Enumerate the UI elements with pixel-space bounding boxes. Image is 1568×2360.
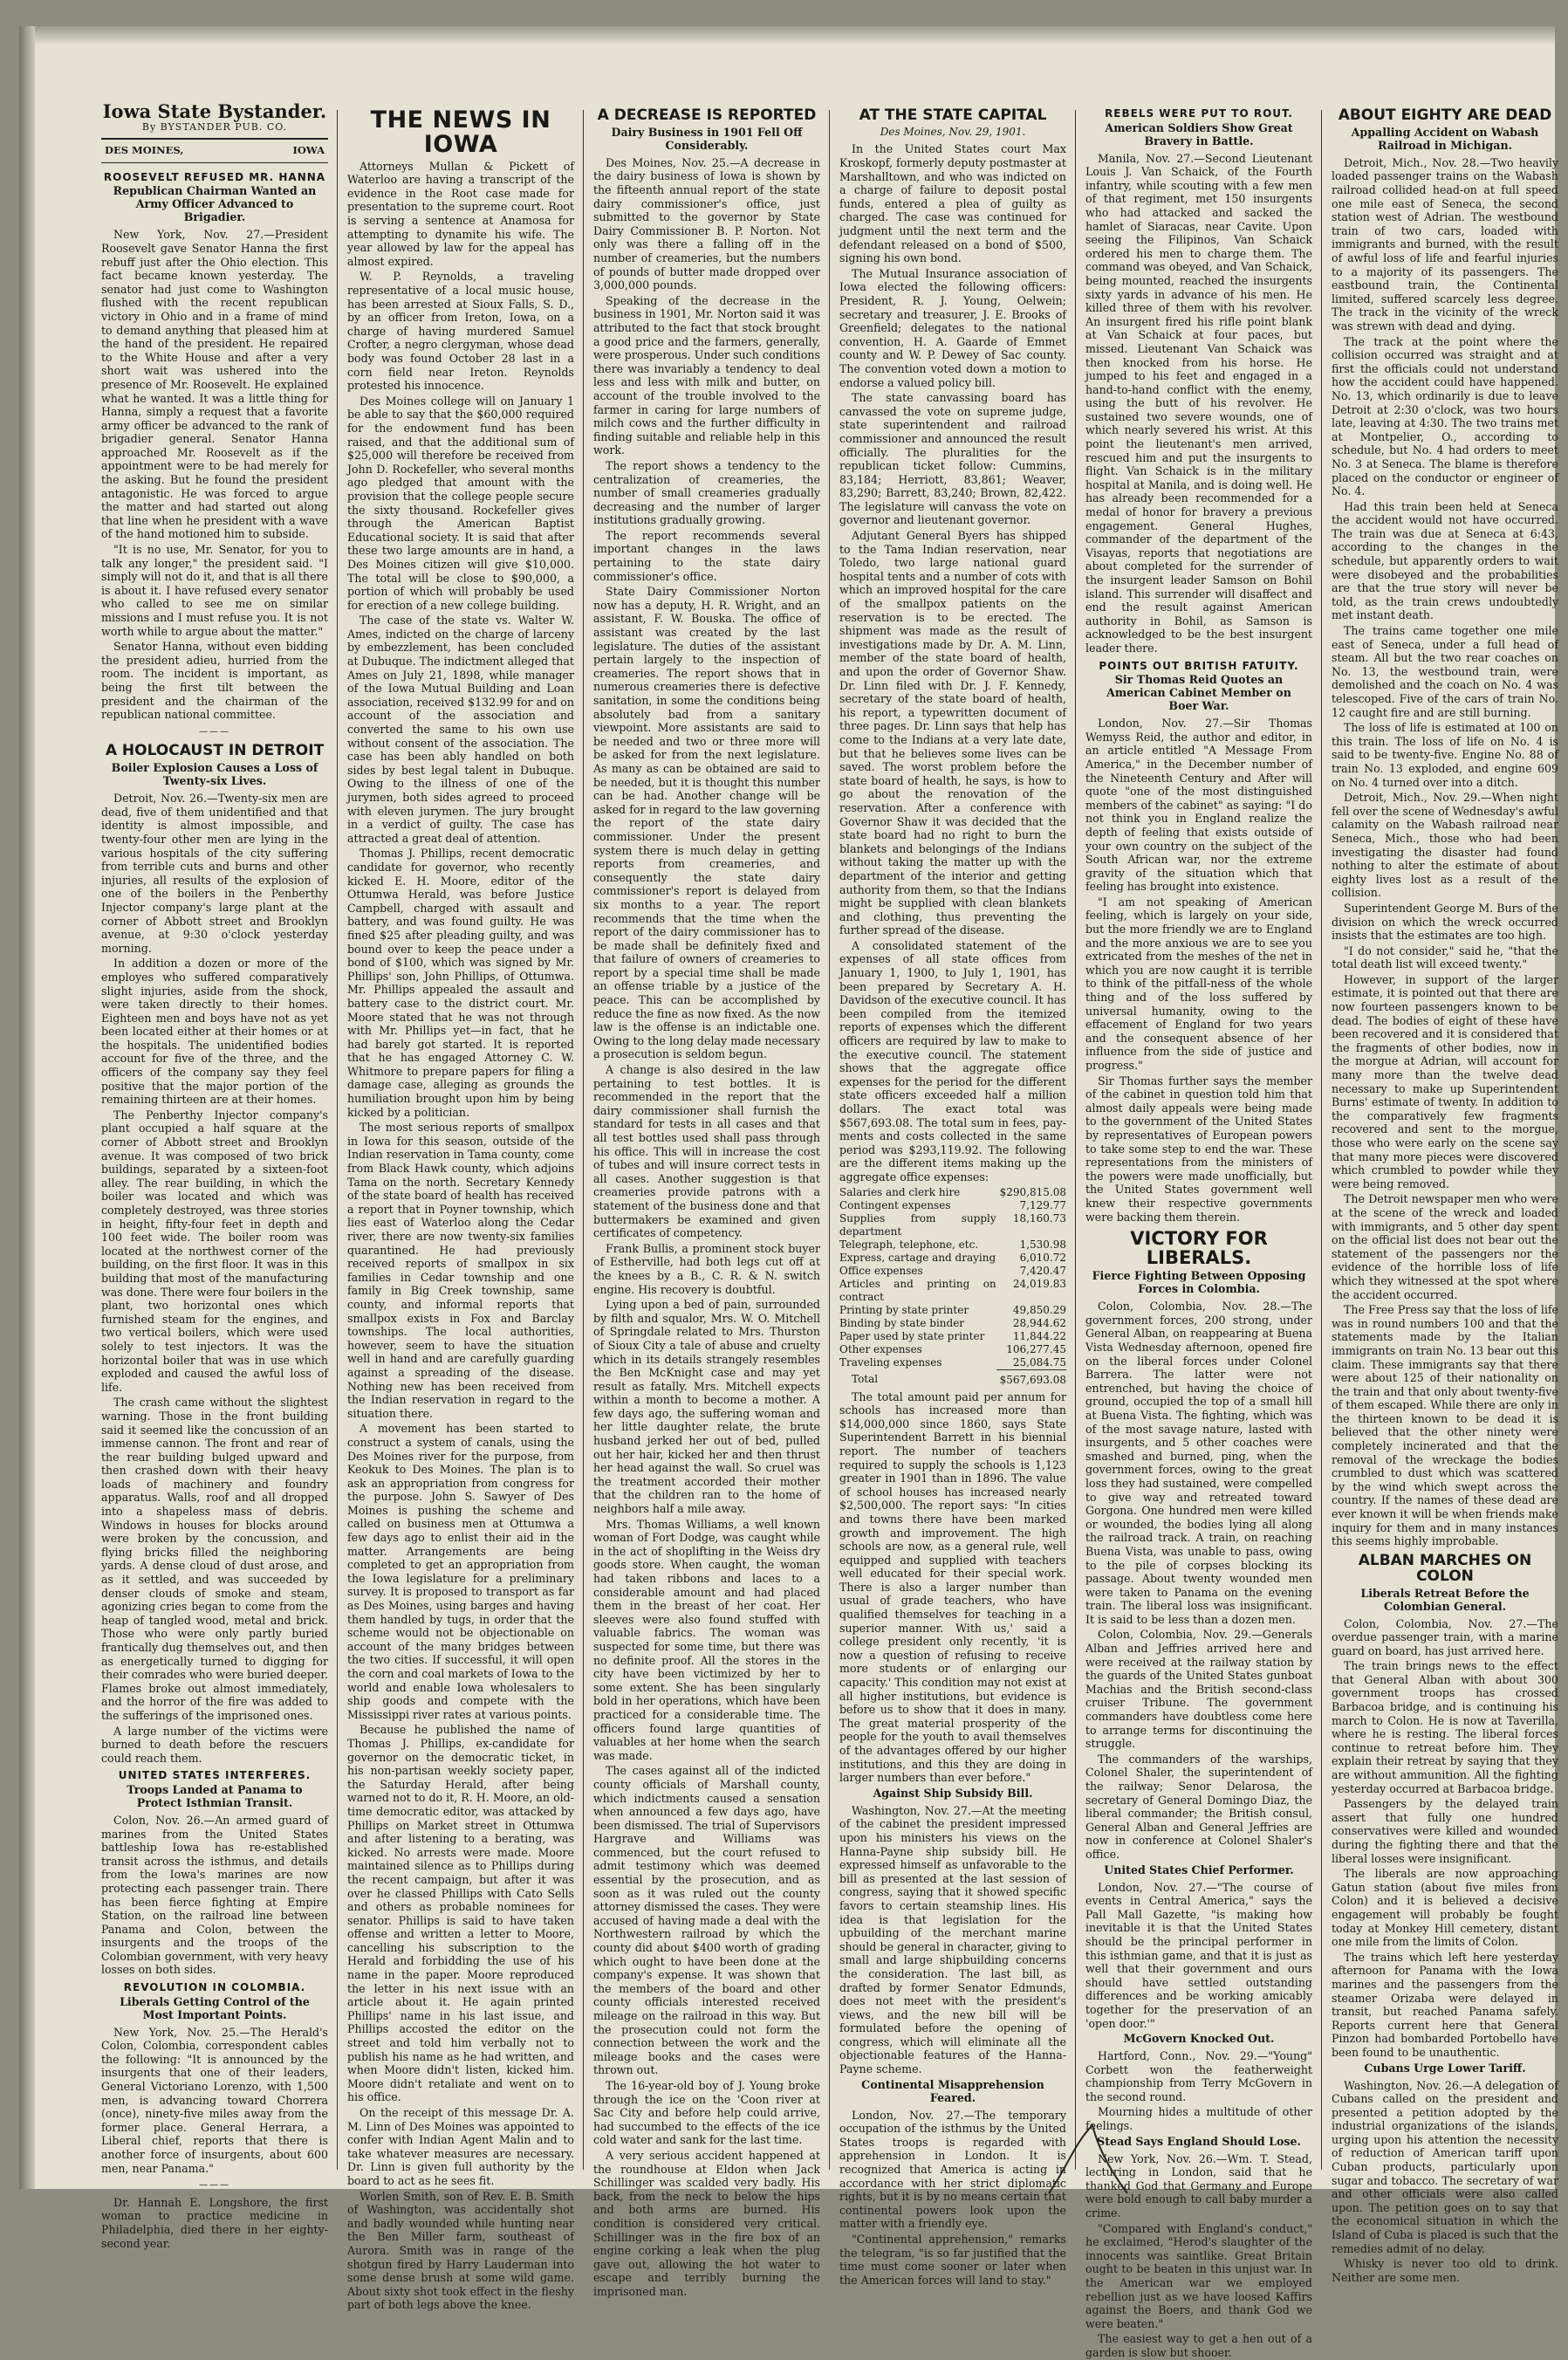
expense-row (839, 1317, 1066, 1330)
article-paragraph: The 16-year-old boy of J. Young broke through the ice on the 'Coon river at Sac City and before help could arrive, had succumbed to the effects of the ice cold water and sank for the last time. (593, 2078, 820, 2147)
expense-total-value: $567,693.08 (996, 1369, 1066, 1387)
column-4 (836, 103, 1070, 2287)
expense-item: Other expenses (839, 1342, 922, 1355)
article-paragraph: "It is no use, Mr. Senator, for you to talk any longer," the president said. "I simply will not do it, and that is all there is about it. I have refused every senator who called to see me on similar missions and I must refuse you. It is not worth while to argue about the matter." (101, 543, 328, 638)
expense-row (839, 1212, 1066, 1238)
paper-tear-mark (1040, 2116, 1136, 2195)
article-paragraph: In the United States court Max Kroskopf, formerly deputy postmaster at Marshalltown, and who was indicted on a charge of failure to deposit postal funds, entered a plea of guilty as charged. The case was continued for judgment until the next term and the defendant released on a bond of $500, signing his own bond. (839, 142, 1066, 265)
article-paragraph: Detroit, Mich., Nov. 29.—When night fell over the scene of Wednesday's awful calamity on the Wabash railroad near Seneca, Mich., those who had been investigating the disaster had found nothing to alter the estimate of about eighty lives lost as a result of the collision. (1332, 791, 1558, 900)
column-1 (98, 100, 332, 2250)
expense-row (839, 1343, 1066, 1356)
article-paragraph: The case of the state vs. Walter W. Ames, indicted on the charge of larceny by embezzlement, has been concluded at Dubuque. The indictment alleged that Ames on July 21, 1898, while manager of the Iowa Mutual Building and Loan association, received $132.99 for and on account of the association and converted the same to his own use without consent of the association. The case has been ably handled on both sides by best legal talent in Dubuque. Owing to the illness of one of the jurymen, both sides agreed to proceed with eleven jurymen. The jury brought in a verdict of guilty. The case has attracted a great deal of attention. (347, 614, 574, 845)
masthead-publisher: By BYSTANDER PUB. CO. (141, 120, 288, 133)
divider: ——— (199, 2180, 230, 2191)
column-2 (344, 103, 578, 2312)
subheadline: Continental Misapprehension Feared. (861, 2077, 1044, 2104)
article-paragraph: A very serious accident happened at the roundhouse at Eldon when Jack Schillinger was scalded very badly. His back, from the neck to below the hips and both arms are burned. His condition is considered very critical. Schillinger was in the fire box of an engine corking a leak when the plug gave out, allowing the hot water to escape and terribly burning the imprisoned man. (593, 2148, 820, 2298)
headline: A DECREASE IS REPORTED (597, 106, 817, 124)
column-5 (1082, 103, 1316, 2359)
subheadline: Sir Thomas Reid Quotes an American Cabinet Member on Boer War. (1106, 673, 1291, 713)
subheadline: Fierce Fighting Between Opposing Forces in Colombia. (1092, 1269, 1306, 1296)
article-paragraph: The report recommends several important changes in the laws pertaining to the state dairy commissioner's office. (593, 528, 820, 583)
subheadline: Boiler Explosion Causes a Loss of Twenty-six Lives. (111, 761, 318, 788)
article-paragraph: W. P. Reynolds, a traveling representative of a local music house, has been arrested at Sioux Falls, S. D., by an officer from Ireton, Iowa, on a charge of having murdered Samuel Crofter, a negro clergyman, whose dead body was found October 28 last in a corn field near Ireton. Reynolds protested his innocence. (347, 270, 574, 393)
article-paragraph: Mrs. Thomas Williams, a well known woman of Fort Dodge, was caught while in the act of shoplifting in the Weiss dry goods store. When caught, the woman had taken ribbons and laces to a considerable amount and had placed them in the breast of her coat. Her sleeves were also found stuffed with valuable fabrics. The woman was suspected for some time, but there was no definite proof. All the stores in the city have been victimized by her to some extent. She has been singularly bold in her operations, which have been practiced for a considerable time. The officers found large quantities of valuables at her home when the search was made. (593, 1517, 820, 1762)
expense-amount: 25,084.75 (1012, 1355, 1066, 1369)
article-paragraph: Speaking of the decrease in the business in 1901, Mr. Norton said it was attributed to the fact that stock brought a good price and the farmers, generally, were prosperous. Under such conditions there was invariably a tendency to deal less and less with milk and butter, on account of the trouble involved to the farmer in caring for large numbers of milch cows and the further difficulty in finding suitable and reliable help in this work. (593, 293, 820, 457)
article-paragraph: Des Moines, Nov. 25.—A decrease in the dairy business of Iowa is shown by the fifteenth annual report of the state dairy commissioner's office, just submitted to the governor by State Dairy Commissioner B. P. Norton. Not only was there a falling off in the number of creameries, but the numbers of pounds of butter made dropped over 3,000,000 pounds. (593, 155, 820, 292)
article-paragraph: Passengers by the delayed train assert that fully one hundred conservatives were killed and wounded during the fighting there and that the liberal losses were insignificant. (1332, 1797, 1558, 1865)
expense-row (839, 1238, 1066, 1252)
subheadline: McGovern Knocked Out. (1123, 2032, 1275, 2046)
article-paragraph: The crash came without the slightest warning. Those in the front building said it seemed like the concussion of an immense cannon. The front and rear of the rear building bulged upward and then crashed down with their heavy loads of machinery and foundry apparatus. Walls, roof and all dropped into a shapeless mass of debris. Windows in houses for blocks around were broken by the concussion, and flying bricks filled the neighboring yards. A dense cloud of dust arose, and as it settled, and was succeeded by denser clouds of smoke and steam, agonizing cries began to come from the heap of tangled wood, metal and brick. Those who were only partly buried frantically dug themselves out, and then as energetically turned to digging for their comrades who were buried deeper. Flames broke out almost immediately, and the horror of the fire was added to the sufferings of the imprisoned ones. (101, 1396, 328, 1722)
masthead-title: Iowa State Bystander. (102, 100, 327, 122)
article-paragraph: However, in support of the larger estimate, it is pointed out that there are now fourteen passengers known to be dead. The bodies of eight of these have been recovered and it is considered that the fragments of other bodies, now in the morgue at Adrian, will account for many more than the twelve dead necessary to make up Superintendent Burns' estimate of twenty. In addition to the comparatively few fragments recovered and sent to the morgue, those who were early on the scene say that many more pieces were discovered which crumbled to powder while they were being removed. (1332, 972, 1558, 1190)
expense-amount: 18,160.73 (1012, 1211, 1066, 1225)
subheadline: Liberals Retreat Before the Colombian General. (1360, 1586, 1530, 1613)
article-paragraph: Colon, Nov. 26.—An armed guard of marines from the United States battleship Iowa has re-established transit across the isthmus, and details from the Iowa's marines are now protecting each passenger train. There has been fierce fighting at Empire Station, on the railroad line between Panama and Colon, between the insurgents and the troops of the Colombian government, with very heavy losses on both sides. (101, 1813, 328, 1977)
article-paragraph: The track at the point where the collision occurred was straight and at first the officials could not understand how the accident could have happened. No. 13, which ordinarily is due to leave Detroit at 2:30 o'clock, was two hours late, leaving at 4:30. The two trains met at Montpelier, O., according to schedule, but No. 4 had orders to meet No. 3 at Seneca. The blame is therefore placed on the conductor or engineer of No. 4. (1332, 334, 1558, 498)
subheadline: Republican Chairman Wanted an Army Officer Advanced to Brigadier. (113, 184, 317, 224)
page-binding-edge (19, 26, 35, 2189)
expense-item: Supplies from supply department (839, 1211, 996, 1238)
article-paragraph: The easiest way to get a hen out of a garden is slow but shooer. (1085, 2332, 1312, 2359)
expense-row (839, 1199, 1066, 1212)
article-paragraph: New York, Nov. 25.—The Herald's Colon, Colombia, correspondent cables the following: "It is announced by the insurgents that one of their leaders, General Victoriano Lorenzo, with 1,500 men, is advancing toward Chorrera (once), ninety-five miles away from the former place. General Herrara, a Liberal chief, reports that there is another force of insurgents, about 600 men, near Panama." (101, 2025, 328, 2175)
article-paragraph: Manila, Nov. 27.—Second Lieutenant Louis J. Van Schaick, of the Fourth infantry, while scouting with a few men of that regiment, met 150 insurgents who had attacked and sacked the hamlet of Siaracas, near Cavite. Upon seeing the Filipinos, Van Schaick ordered his men to charge them. The command was obeyed, and Van Schaick, being mounted, reached the insurgents sixty yards in advance of his men. He killed three of them with his revolver. An insurgent fired his rifle point blank at Van Schaick at four paces, but missed. Lieutenant Van Schaick was then knocked from his horse. He jumped to his feet and engaged in a hand-to-hand conflict with the enemy, using the butt of his revolver. He sustained two severe wounds, one of which nearly severed his wrist. At this point the lieutenant's men arrived, rescued him and put the insurgents to flight. Van Schaick is in the military hospital at Manila, and is doing well. He has already been recommended for a medal of honor for bravery a previous engagement. General Hughes, commander of the department of the Visayas, reports that negotiations are about completed for the surrender of the insurgent leader Samson on Bohil island. This surrender will disaffect and end the result against American authority in Bohil, as Samson is acknowledged to be the best insurgent leader there. (1085, 151, 1312, 655)
expense-item: Salaries and clerk hire (839, 1185, 961, 1198)
subheadline: Stead Says England Should Lose. (1097, 2134, 1301, 2148)
subheadline: Cubans Urge Lower Tariff. (1364, 2061, 1526, 2075)
article-paragraph: The Free Press say that the loss of life was in round numbers 100 and that the statements made by the Italian immigrants on train No. 13 bear out this claim. These immigrants say that there were about 125 of their nationality on the train and that only about twenty-five of them escaped. While there are only in the thirteen known to be dead it is believed that the other ninety were completely incinerated and that the removal of the wreckage the bodies crumbled to dust which was scattered by the wind which swept across the country. If the names of these dead are ever known it will be when friends make inquiry for them and in many instances this seems highly improbable. (1332, 1303, 1558, 1548)
article-paragraph: The state canvassing board has canvassed the vote on supreme judge, state superintendent and railroad commissioner and announced the result officially. The pluralities for the republican ticket follow: Cummins, 83,184; Herriott, 83,861; Weaver, 83,290; Barrett, 83,240; Brown, 82,422. The legislature will canvass the vote on governor and lieutenant governor. (839, 391, 1066, 527)
article-paragraph: Colon, Colombia, Nov. 29.—Generals Alban and Jeffries arrived here and were received at the railway station by the guards of the United States gunboat Machias and the British second-class cruiser Tribune. The government commanders have doubtless come here to arrange terms for discontinuing the struggle. (1085, 1628, 1312, 1751)
article-paragraph: The cases against all of the indicted county officials of Marshall county, which indictments caused a sensation when announced a few days ago, have been dismissed. The trial of Supervisors Hargrave and Williams was commenced, but the court refused to admit testimony which was deemed essential by the prosecution, and as soon as it was ruled out the county attorney dismissed the cases. They were accused of having made a deal with the Northwestern railroad by which the county did about $400 worth of grading which ought to have been done at the company's expense. It was shown that the members of the board and other county officials interested received mileage on the railroad in this way. But the prosecution could not form the connection between the work and the mileage books and the cases were thrown out. (593, 1764, 820, 2077)
article-paragraph: Had this train been held at Seneca the accident would not have occurred. The train was due at Seneca at 6:43, according to the changes in the schedule, but apparently orders to wait were disobeyed and the probabilities are that the true story will never be told, as the train crews undoubtedly met instant death. (1332, 499, 1558, 622)
subheadline: Liberals Getting Control of the Most Important Points. (120, 1994, 310, 2021)
article-paragraph: London, Nov. 27.—Sir Thomas Wemyss Reid, the author and editor, in an article entitled "A Message From America," in the December number of the Nineteenth Century and After will quote "one of the most distinguished members of the cabinet" as saying: "I do not think you in England realize the depth of feeling that exists outside of your own country on the subject of the South African war, nor the extreme gravity of the situation which that feeling has brought into existence. (1085, 717, 1312, 894)
article-paragraph: Washington, Nov. 26.—A delegation of Cubans called on the president and presented a petition adopted by the industrial organizations of the islands, urging upon his attention the necessity of reduction of American tariff upon Cuban products, particularly upon sugar and tobacco. The secretary of war and other officials were also called upon. The petition goes on to say that the economical situation in which the Island of Cuba is placed is such that the remedies admit of no delay. (1332, 2078, 1558, 2255)
article-paragraph: The Detroit newspaper men who were at the scene of the wreck and loaded with immigrants, and 5 other day spent on the official list does not bear out the statement of the passengers nor the evidence of the horrible loss of life which they witnessed at the spot where the accident occurred. (1332, 1192, 1558, 1301)
expense-amount: 6,010.72 (1019, 1251, 1066, 1264)
expense-item: Traveling expenses (839, 1355, 942, 1369)
headline: ALBAN MARCHES ON COLON (1358, 1551, 1532, 1585)
article-paragraph: The total amount paid per annum for schools has increased more than $14,000,000 since 1860, says State Superintendent Barrett in his biennial report. The number of teachers required to supply the schools is 1,123 greater in 1901 than in 1896. The value of school houses has increased nearly $2,500,000. The report says: "In cities and towns there have been marked growth and improvement. The high schools are now, as a general rule, well equipped and supplied with teachers well educated for their special work. There is also a larger number than usual of grade teachers, who have qualified themselves for teaching in a superior manner. With us,' said a college president only recently, 'it is now a question of refusing to receive more students or of enlarging our capacity.' This condition may not exist at all higher institutions, but evidence is before us to show that it does in many. The great material prosperity of the people for the youth to avail themselves of the advantages offered by our higher institutions, and this they are doing in larger numbers than ever before." (839, 1389, 1066, 1785)
article-paragraph: The commanders of the warships, Colonel Shaler, the superintendent of the railway; Senor Delarosa, the secretary of General Domingo Diaz, the liberal commander; the British consul, General Alban and General Jeffries are now in conference at Colonel Shaler's office. (1085, 1752, 1312, 1861)
article-paragraph: Attorneys Mullan & Pickett of Waterloo are having a transcript of the evidence in the Root case made for presentation to the supreme court. Root is serving a sentence at Anamosa for attempting to dynamite his wife. The year allowed by law for the appeal has almost expired. (347, 159, 574, 268)
expense-amount: 7,129.77 (1019, 1198, 1066, 1211)
article-paragraph: Frank Bullis, a prominent stock buyer of Estherville, had both legs cut off at the knees by a B., C. R. & N. switch engine. His recovery is doubtful. (593, 1241, 820, 1296)
headline: ABOUT EIGHTY ARE DEAD (1338, 106, 1552, 124)
article-paragraph: A large number of the victims were burned to death before the rescuers could reach them. (101, 1724, 328, 1765)
article-paragraph: In addition a dozen or more of the employes who suffered comparatively slight injuries, aside from the shock, were taken directly to their homes. Eighteen men and boys have not as yet been located either at their homes or at the hospitals. The unidentified bodies account for five of the three, and the officers of the company say they feel positive that the major portion of the remaining thirteen are at their homes. (101, 957, 328, 1107)
expense-amount: 28,944.62 (1012, 1316, 1066, 1329)
subheadline: Dairy Business in 1901 Fell Off Considerably. (611, 125, 803, 152)
expense-amount: 7,420.47 (1019, 1264, 1066, 1277)
article-paragraph: London, Nov. 27.—"The course of events in Central America," says the Pall Mall Gazette, "is making how inevitable it is that the United States should be the principal performer in this isthmian game, and that it is just as well that their government and ours should have settled outstanding differences and be working amicably together for the preservation of an 'open door.'" (1085, 1880, 1312, 2030)
headline: ROOSEVELT REFUSED MR. HANNA (103, 170, 326, 183)
article-paragraph: A consolidated statement of the expenses of all state offices from January 1, 1900, to July 1, 1901, has been prepared by Secretary A. H. Davidson of the executive council. It has been compiled from the itemized reports of expenses which the different officers are required by law to make to the executive council. The statement shows that the aggregate office expenses for the period for the different state officers exceeded half a million dollars. The exact total was $567,693.08. The total sum in fees, pay-ments and costs collected in the same period was $293,119.92. The following are the different items making up the aggregate office expenses: (839, 938, 1066, 1183)
article-paragraph: Mourning hides a multitude of other feelings. (1085, 2105, 1312, 2133)
expense-item: Office expenses (839, 1264, 923, 1277)
column-rule (337, 110, 338, 2170)
expense-amount: 1,530.98 (1019, 1238, 1066, 1251)
article-paragraph: The Penberthy Injector company's plant occupied a half square at the corner of Abbott street and Brooklyn avenue. It was composed of two brick buildings, separated by a sixteen-foot alley. The rear building, in which the boiler was located and which was completely destroyed, was three stories in height, fifty-four feet in depth and 100 feet wide. The boiler room was located at the northwest corner of the building, on the first floor. It was in this building that most of the manufacturing was done. There were four boilers in the plant, two horizontal ones which furnished steam for the engines, and two vertical boilers, which were used solely to test injectors. It was the horizontal boiler that was in use which exploded and caused the awful loss of life. (101, 1108, 328, 1394)
subheadline: Troops Landed at Panama to Protect Isthmian Transit. (127, 1782, 303, 1809)
article-paragraph: Washington, Nov. 27.—At the meeting of the cabinet the president impressed upon his ministers his views on the Hanna-Payne ship subsidy bill. He expressed himself as unfavorable to the bill as presented at the last session of congress, saying that it showed specific favors to certain steamship lines. His idea is that legislation for the upbuilding of the merchant marine should be general in character, giving to small and large shipbuilding concerns the consideration. The last bill, as drafted by former Senator Edmunds, does not meet with the president's views, and the new bill will be formulated before the opening of congress, which will eliminate all the objectionable features of the Hanna-Payne scheme. (839, 1803, 1066, 2076)
expense-amount: 49,850.29 (1012, 1303, 1066, 1316)
article-paragraph: Detroit, Mich., Nov. 28.—Two heavily loaded passenger trains on the Wabash railroad collided head-on at full speed one mile east of Seneca, the second station west of Adrian. The westbound train of two cars, loaded with immigrants and burned, with the result of awful loss of life and fearful injuries to a majority of its passengers. The eastbound train, the Continental limited, suffered scarcely less degree. The track in the vicinity of the wreck was strewn with dead and dying. (1332, 155, 1558, 333)
expense-total-row (839, 1369, 1066, 1387)
article-paragraph: The trains came together one mile east of Seneca, under a full head of steam. All but the two rear coaches on No. 13, the westbound train, were demolished and the coach on No. 4 was telescoped. Five of the cars of train No. 12 caught fire and are still burning. (1332, 624, 1558, 719)
newspaper-page (19, 26, 1558, 2359)
headline: POINTS OUT BRITISH FATUITY. (1099, 659, 1299, 672)
article-paragraph: "I am not speaking of American feeling, which is largely on your side, but the more friendly we are to England and the more anxious we are to see you extricated from the meshes of the net in which you are now caught it is terrible to think of the pitfall-ness of the whole thing and of the loss suffered by universal humanity, owing to the effacement of England for two years and the consequent absence of her influence from the side of justice and progress." (1085, 895, 1312, 1072)
expense-item: Articles and printing on contract (839, 1277, 996, 1303)
article-paragraph: Whisky is never too old to drink. Neither are some men. (1332, 2257, 1558, 2284)
expense-amount: 106,277.45 (1006, 1342, 1066, 1355)
article-paragraph: New York, Nov. 26.—Wm. T. Stead, lecturing in London, said that he thanked God that Germany and Europe were bold enough to call baby murder a crime. (1085, 2151, 1312, 2220)
article-paragraph: The report shows a tendency to the centralization of creameries, the number of small creameries gradually decreasing and the number of larger institutions gradually growing. (593, 458, 820, 527)
article-paragraph: Des Moines college will on January 1 be able to say that the $60,000 required for the endowment fund has been raised, and that the additional sum of $25,000 will therefore be received from John D. Rockefeller, who several months ago pledged that amount with the provision that the college people secure the sixty thousand. Rockefeller gives through the American Baptist Educational society. It is said that after these two large amounts are in hand, a Des Moines citizen will give $10,000. The total will be close to $90,000, a portion of which will probably be used for erection of a new college building. (347, 394, 574, 612)
expense-row (839, 1278, 1066, 1304)
article-paragraph: Colon, Colombia, Nov. 28.—The government forces, 200 strong, under General Alban, on reappearing at Buena Vista Wednesday afternoon, opened fire on the liberal forces under Colonel Barrera. The latter were not entrenched, but having the choice of ground, occupied the top of a small hill at Buena Vista. The fighting, which was of the most savage nature, lasted with insurgents, and 5 other coaches were smashed and burned, ping, when the government forces, owing to the great loss they had sustained, were compelled to give way and retreated toward Gorgona. One hundred men were killed or wounded, the bodies lying all along the railroad track. A train, on reaching Buena Vista, was unable to pass, owing to the pile of corpses blocking its passage. About twenty wounded men were taken to Panama on the evening train. The liberal loss was insignificant. It is said to be less than a dozen men. (1085, 1300, 1312, 1626)
divider: ——— (199, 726, 230, 737)
article-paragraph: Sir Thomas further says the member of the cabinet in question told him that almost daily appeals were being made to the government of the United States by representatives of European powers to take some step to end the war. These representations from the ministers of the powers were made unofficially, but the United States government well knew their respective governments were backing them therein. (1085, 1074, 1312, 1224)
expense-amount: $290,815.08 (999, 1185, 1066, 1198)
article-paragraph: Colon, Colombia, Nov. 27.—The overdue passenger train, with a marine guard on board, has just arrived here. (1332, 1616, 1558, 1657)
article-paragraph: The train brings news to the effect that General Alban with about 300 government troops has crossed Barbacoa bridge, and is continuing his march to Colon. He is now at Taverilla, where he is resting. The liberal forces continue to retreat before him. They explain their retreat by saying that they are without ammunition. All the fighting yesterday occurred at Barbacoa bridge. (1332, 1659, 1558, 1795)
expense-row (839, 1356, 1066, 1370)
subheadline: Against Ship Subsidy Bill. (873, 1786, 1033, 1800)
expense-row (839, 1186, 1066, 1199)
expense-row (839, 1304, 1066, 1317)
expense-amount: 24,019.83 (1012, 1277, 1066, 1290)
column-rule (1321, 110, 1322, 2170)
column-6 (1328, 103, 1562, 2284)
article-paragraph: Worlen Smith, son of Rev. E. B. Smith of Washington, was accidentally shot and badly wounded while hunting near the Ben Miller farm, southeast of Aurora. Smith was in range of the shotgun fired by Harry Lauderman into some dense brush at some wild game. About sixty shot took effect in the fleshy part of both legs above the knee. (347, 2189, 574, 2312)
article-paragraph: "Continental apprehension," remarks the telegram, "is so far justified that the time must come sooner or later when the American forces will land to stay." (839, 2233, 1066, 2287)
column-rule (829, 110, 830, 2170)
expense-row (839, 1252, 1066, 1265)
article-paragraph: Lying upon a bed of pain, surrounded by filth and squalor, Mrs. W. O. Mitchell of Springdale related to Mrs. Thurston of Sioux City a tale of abuse and cruelty which in its details strangely resembles the Ben McKnight case and may yet result as fatally. Mrs. Mitchell expects within a month to become a mother. A few days ago, the suffering woman and her little daughter relate, the brute husband jerked her out of bed, pulled out her hair, kicked her and then thrust her head against the wall. So cruel was the treatment accorded their mother that the children ran to the home of neighbors half a mile away. (593, 1298, 820, 1516)
article-paragraph: The trains which left here yesterday afternoon for Panama with the Iowa marines and the passengers from the steamer Orizaba were delayed in transit, but reached Panama safely. Reports current here that General Pinzon had bombarded Portobello have been found to be unauthentic. (1332, 1950, 1558, 2059)
expense-total-label: Total (852, 1373, 879, 1386)
article-paragraph: Hartford, Conn., Nov. 29.—"Young" Corbett won the featherweight championship from Terry McGovern in the second round. (1085, 2049, 1312, 2103)
article-paragraph: New York, Nov. 27.—President Roosevelt gave Senator Hanna the first rebuff just after the Ohio election. This fact became known yesterday. The senator had just come to Washington flushed with the recent republican victory in Ohio and in a frame of mind to demand anything that pleased him at the hand of the president. He repaired to the White House and after a very short wait was ushered into the presence of Mr. Roosevelt. He explained what he wanted. It was a little thing for Hanna, simply a request that a favorite army officer be advanced to the rank of brigadier general. Senator Hanna approached Mr. Roosevelt as if the appointment were to be had merely for the asking. But he found the president antagonistic. He was forced to argue the matter and had started out along that line when he president with a wave of the hand motioned him to subside. (101, 228, 328, 541)
headline: REBELS WERE PUT TO ROUT. (1105, 107, 1293, 120)
dateline: Des Moines, Nov. 29, 1901. (880, 125, 1026, 138)
article-paragraph: London, Nov. 27.—The temporary occupation of the isthmus by the United States troops is regarded with apprehension in London. It is recognized that America is acting in accordance with her strict diplomatic rights, but it is by no means certain that continental powers look upon the matter with a friendly eye. (839, 2108, 1066, 2231)
headline: VICTORY FOR LIBERALS. (1130, 1228, 1268, 1269)
subheadline: United States Chief Performer. (1104, 1863, 1294, 1876)
column-3 (590, 103, 824, 2298)
expense-amount: 11,844.22 (1012, 1329, 1066, 1342)
expense-item: Binding by state binder (839, 1316, 965, 1329)
headline: A HOLOCAUST IN DETROIT (105, 742, 325, 760)
article-paragraph: Detroit, Nov. 26.—Twenty-six men are dead, five of them unidentified and that identity is almost impossible, and twenty-four other men are lying in the various hospitals of the city suffering from terrible cuts and burns and other injuries, all results of the explosion of one of the boilers in the Penberthy Injector company's large plant at the corner of Abbott street and Brooklyn avenue, at 9:30 o'clock yesterday morning. (101, 792, 328, 955)
subheadline: Appalling Accident on Wabash Railroad in Michigan. (1351, 125, 1539, 152)
expense-row (839, 1330, 1066, 1343)
article-paragraph: A change is also desired in the law pertaining to test bottles. It is recommended in the report that the dairy commissioner shall furnish the standard for tests in all cases and that all test bottles used shall pass through his office. This will in increase the cost of tubes and will insure correct tests in all cases. Another suggestion is that creameries provide patrons with a statement of the business done and that buttermakers be examined and given certificates of competency. (593, 1063, 820, 1240)
expense-item: Express, cartage and draying (839, 1251, 996, 1264)
masthead-dateline (101, 138, 328, 163)
article-paragraph: Superintendent George M. Burs of the division on which the wreck occurred insists that the estimates are too high. (1332, 901, 1558, 943)
article-paragraph: Thomas J. Phillips, recent democratic candidate for governor, who recently kicked E. H. Moore, editor of the Ottumwa Herald, was before Justice Campbell, charged with assault and battery, and was found guilty. He was fined $25 after pleading guilty, and was bound over to keep the peace under a bond of $100, which was signed by Mr. Phillips' son, John Phillips, of Ottumwa. Mr. Phillips appealed the assault and battery case to the district court. Mr. Moore stated that he was not through with Mr. Phillips yet—in fact, that he had barely got started. It is reported that he has engaged Attorney C. W. Whitmore to prepare papers for filing a damage case, alleging as grounds the humiliation brought upon him by being kicked by a politician. (347, 847, 574, 1119)
article-paragraph: Because he published the name of Thomas J. Phillips, ex-candidate for governor on the democratic ticket, in his non-partisan weekly society paper, the Saturday Herald, after being warned not to do it, R. H. Moore, an old-time democratic editor, was attacked by Phillips on Market street in Ottumwa and after listening to a berating, was kicked. No arrests were made. Moore maintained silence as to Phillips during the recent campaign, but after it was over he classed Phillips with Cato Sells and others as probable nominees for senator. Phillips is said to have taken offense and written a letter to Moore, cancelling his subscription to the Herald and forbidding the use of his name in the paper. Moore reproduced the letter in his next issue with an article about it. He again printed Phillips' name in his last issue, and Phillips accosted the editor on the street and told him verbally not to publish his name as he had written, and when Moore didn't listen, kicked him. Moore didn't retaliate and went on to his office. (347, 1723, 574, 2104)
page-fold-shadow (19, 26, 1555, 45)
article-paragraph: Dr. Hannah E. Longshore, the first woman to practice medicine in Philadelphia, died there in her eighty-second year. (101, 2195, 328, 2250)
expense-row (839, 1265, 1066, 1278)
article-paragraph: Adjutant General Byers has shipped to the Tama Indian reservation, near Toledo, two large national guard hospital tents and a number of cots with which an improved hospital for the care of the smallpox patients on the reservation is to be erected. The shipment was made as the result of investigations made by Dr. A. M. Linn, member of the state board of health, and upon the order of Governor Shaw. Dr. Linn filed with Dr. J. F. Kennedy, secretary of the state board of health, his report, a typewritten document of three pages. Dr. Linn says that help has come to the Indians at a very late date, but that he believes some lives can be saved. The worst problem before the state board of health, he says, is how to go about the renovation of the reservation. After a conference with Governor Shaw it was decided that the state board had no right to burn the blankets and belongings of the Indians without taking the matter up with the department of the interior and getting authority from them, so that the Indians might be supplied with clean blankets and clothing, thus preventing the further spread of the disease. (839, 529, 1066, 937)
masthead-city: DES MOINES, (105, 144, 184, 157)
expense-item: Contingent expenses (839, 1198, 951, 1211)
article-paragraph: State Dairy Commissioner Norton now has a deputy, H. R. Wright, and an assistant, F. W. Bouska. The office of assistant was created by the last legislature. The duties of the assistant pertain largely to the inspection of creameries. The report shows that in numerous creameries there is defective sanitation, in some the conditions being absolutely bad from a sanitary viewpoint. More assistants are said to be needed and two or three more will be asked for from the next legislature. As many as can be obtained are said to be needed, but it is thought this number can be had. Another change will be asked for in regard to the law governing the report of the state dairy commissioner. Under the present system there is much delay in getting reports from creameries, and consequently the state dairy commissioner's report is delayed from six months to a year. The report recommends that the time when the report of the dairy commissioner has to be made shall be definitely fixed and that failure of owners of creameries to report by a special time shall be made an offense triable by a justice of the peace. This can be accomplished by reduce the fine as now fixed. As the now law is the offense is an indictable one. Owing to the long delay made necessary a prosecution is seldom begun. (593, 585, 820, 1061)
expense-item: Telegraph, telephone, etc. (839, 1238, 979, 1251)
masthead-state: IOWA (292, 144, 325, 157)
column-rule (1075, 110, 1076, 2170)
article-paragraph: The loss of life is estimated at 100 on this train. The loss of life on No. 4 is said to be twenty-five. Engine No. 88 of train No. 13 exploded, and engine 609 on No. 4 turned over into a ditch. (1332, 721, 1558, 789)
headline: REVOLUTION IN COLOMBIA. (123, 1981, 306, 1994)
article-paragraph: The liberals are now approaching Gatun station (about five miles from Colon) and it is believed a decisive engagement will probably be fought today at Monkey Hill cemetery, distant one mile from the limits of Colon. (1332, 1867, 1558, 1949)
article-paragraph: "I do not consider," said he, "that the total death list will exceed twenty." (1332, 943, 1558, 971)
headline: AT THE STATE CAPITAL (859, 106, 1047, 124)
article-paragraph: A movement has been started to construct a system of canals, using the Des Moines river for the purpose, from Keokuk to Des Moines. The plan is to ask an appropriation from congress for the purpose. John S. Sawyer of Des Moines is pushing the scheme and called on business men at Ottumwa a few days ago to enlist their aid in the matter. Arrangements are being completed to get an appropriation from the Iowa legislature for a preliminary survey. It is proposed to transport as far as Des Moines, using barges and having them handled by tugs, in order that the scheme would not be objectionable on account of the many bridges between the two cities. If successful, it will open the corn and coal markets of Iowa to the world and enable Iowa wholesalers to ship goods and compete with the Mississippi river rates at various points. (347, 1422, 574, 1721)
headline: UNITED STATES INTERFERES. (118, 1769, 312, 1782)
expense-item: Printing by state printer (839, 1303, 969, 1316)
expense-table (839, 1186, 1066, 1387)
article-paragraph: The most serious reports of smallpox in Iowa for this season, outside of the Indian reservation in Tama county, come from Black Hawk county, which adjoins Tama on the north. Secretary Kennedy of the state board of health has received a report that in Poyner township, which lies east of Waterloo along the Cedar river, there are now twenty-six families quarantined. He had previously received reports of smallpox in six families in Cedar township and one family in Big Creek township, same county, and informal reports that smallpox exists in Fox and Barclay townships. The local authorities, however, seem to have the situation well in hand and are carefully guarding against a spreading of the disease. Nothing new has been received from the Indian reservation in regard to the situation there. (347, 1121, 574, 1420)
headline: THE NEWS IN IOWA (370, 106, 551, 159)
column-rule (583, 110, 584, 2170)
article-paragraph: On the receipt of this message Dr. A. M. Linn of Des Moines was appointed to confer with Indian Agent Malin and to take whatever measures are necessary. Dr. Linn is given full authority by the board to act as he sees fit. (347, 2106, 574, 2187)
expense-item: Paper used by state printer (839, 1329, 985, 1342)
article-paragraph: Senator Hanna, without even bidding the president adieu, hurried from the room. The incident is important, as being the first tilt between the president and the chairman of the republican national committee. (101, 640, 328, 722)
article-paragraph: The Mutual Insurance association of Iowa elected the following officers: President, R. J. Young, Oelwein; secretary and treasurer, J. E. Brooks of Greenfield; delegates to the national convention, H. A. Gaarde of Emmet county and W. P. Dewey of Sac county. The convention voted down a motion to endorse a valued policy bill. (839, 266, 1066, 389)
article-paragraph: "Compared with England's conduct," he exclaimed, "Herod's slaughter of the innocents was saintlike. Great Britain ought to be beaten in this unjust war. In the American war we employed rebellion just as we have loosed Kaffirs against the Boers, and thank God we were beaten." (1085, 2221, 1312, 2330)
subheadline: American Soldiers Show Great Bravery in Battle. (1105, 120, 1293, 148)
